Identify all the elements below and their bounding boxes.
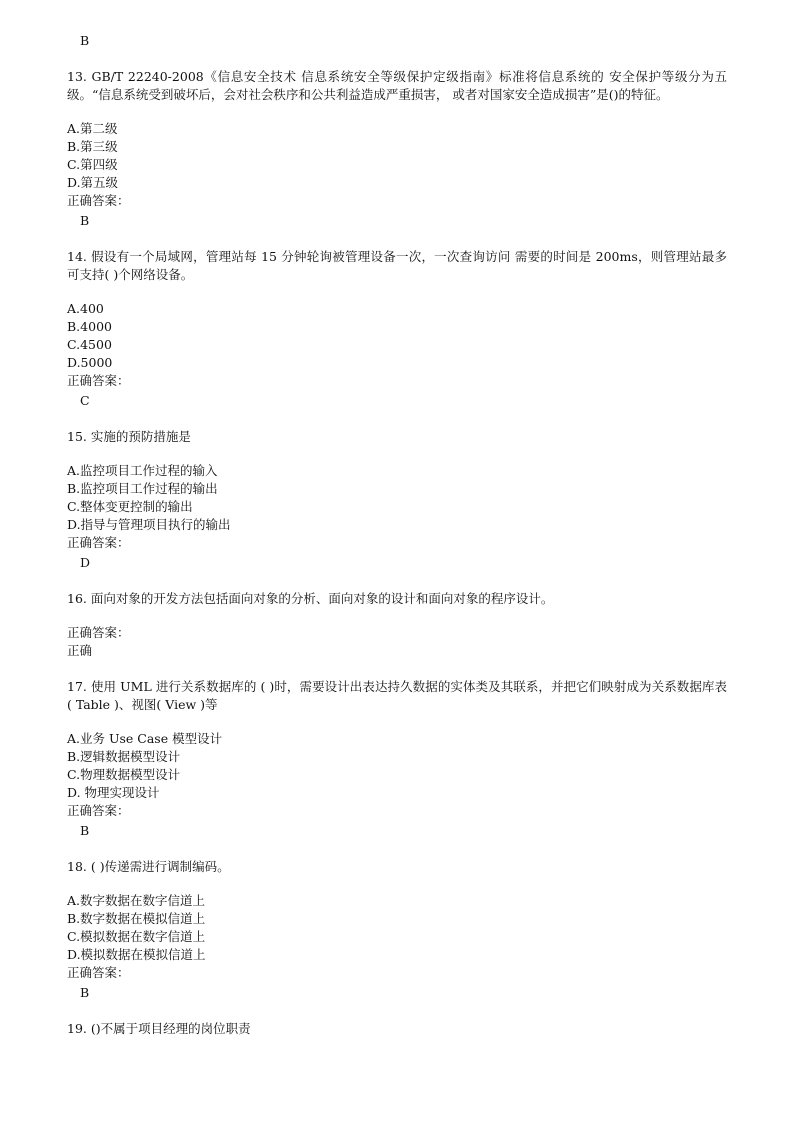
option-d: D.指导与管理项目执行的输出 xyxy=(67,517,231,532)
option-c: C.4500 xyxy=(67,337,112,352)
option-a: A.400 xyxy=(67,301,104,316)
question-number: 18. xyxy=(67,859,91,874)
spacer xyxy=(67,608,727,624)
options-list xyxy=(67,892,727,964)
question-body: ( )传递需进行调制编码。 xyxy=(90,859,230,874)
question-13 xyxy=(67,68,727,230)
option-a: A.监控项目工作过程的输入 xyxy=(67,463,218,478)
question-text xyxy=(67,428,727,446)
answer-label: 正确答案： xyxy=(67,965,130,980)
question-19 xyxy=(67,1020,727,1038)
option-c: C.整体变更控制的输出 xyxy=(67,499,193,514)
question-18 xyxy=(67,858,727,1002)
option-b: B.监控项目工作过程的输出 xyxy=(67,481,218,496)
option-d: D.第五级 xyxy=(67,175,119,190)
option-d: D.模拟数据在模拟信道上 xyxy=(67,947,206,962)
option-d: D. 物理实现设计 xyxy=(67,785,160,800)
question-text xyxy=(67,678,727,714)
option-a: A.第二级 xyxy=(67,121,118,136)
option-a: A.数字数据在数字信道上 xyxy=(67,893,206,908)
question-14 xyxy=(67,248,727,410)
question-number: 16. xyxy=(67,591,91,606)
question-number: 17. xyxy=(67,679,91,694)
answer-value: C xyxy=(80,393,90,408)
question-17 xyxy=(67,678,727,840)
question-number: 14. xyxy=(67,249,92,264)
question-body: 使用 UML 进行关系数据库的 ( )时，需要设计出表达持久数据的实体类及其联系，并把它们映射成为关系数据库表( Table )、视图( View )等 xyxy=(67,679,727,712)
option-b: B.数字数据在模拟信道上 xyxy=(67,911,206,926)
previous-answer-value: B xyxy=(80,33,90,48)
answer-value: B xyxy=(80,823,90,838)
option-d: D.5000 xyxy=(67,355,113,370)
option-b: B.第三级 xyxy=(67,139,118,154)
answer-label: 正确答案： xyxy=(67,193,130,208)
answer-label: 正确答案： xyxy=(67,535,130,550)
question-text xyxy=(67,858,727,876)
exam-page xyxy=(67,30,727,1038)
answer-value: B xyxy=(80,213,90,228)
question-16 xyxy=(67,590,727,660)
question-number: 13. xyxy=(67,69,92,84)
question-body: 面向对象的开发方法包括面向对象的分析、面向对象的设计和面向对象的程序设计。 xyxy=(90,591,554,606)
option-c: C.模拟数据在数字信道上 xyxy=(67,929,206,944)
question-number: 19. xyxy=(67,1021,91,1036)
options-list xyxy=(67,300,727,372)
question-body: ()不属于项目经理的岗位职责 xyxy=(90,1021,251,1036)
answer-value: B xyxy=(80,985,90,1000)
question-body: GB/T 22240-2008《信息安全技术 信息系统安全等级保护定级指南》标准将信息系统的 安全保护等级分为五级。“信息系统受到破坏后，会对社会秩序和公共利益造成严重损害， 或者对国家安全造成损害”是()的特征。 xyxy=(67,69,727,102)
answer-value: 正确 xyxy=(67,643,93,658)
answer-label: 正确答案： xyxy=(67,625,130,640)
question-number: 15. xyxy=(67,429,91,444)
option-a: A.业务 Use Case 模型设计 xyxy=(67,731,223,746)
question-15 xyxy=(67,428,727,572)
question-body: 假设有一个局域网，管理站每 15 分钟轮询被管理设备一次，一次查询访问 需要的时间是 200ms，则管理站最多可支持( )个网络设备。 xyxy=(67,249,727,282)
options-list xyxy=(67,730,727,802)
question-text xyxy=(67,1020,727,1038)
question-text xyxy=(67,590,727,608)
answer-value: D xyxy=(80,555,91,570)
answer-label: 正确答案： xyxy=(67,373,130,388)
option-c: C.第四级 xyxy=(67,157,118,172)
options-list xyxy=(67,462,727,534)
question-text xyxy=(67,248,727,284)
answer-label: 正确答案： xyxy=(67,803,130,818)
question-body: 实施的预防措施是 xyxy=(90,429,191,444)
options-list xyxy=(67,120,727,192)
option-c: C.物理数据模型设计 xyxy=(67,767,181,782)
option-b: B.4000 xyxy=(67,319,112,334)
question-text xyxy=(67,68,727,104)
option-b: B.逻辑数据模型设计 xyxy=(67,749,181,764)
